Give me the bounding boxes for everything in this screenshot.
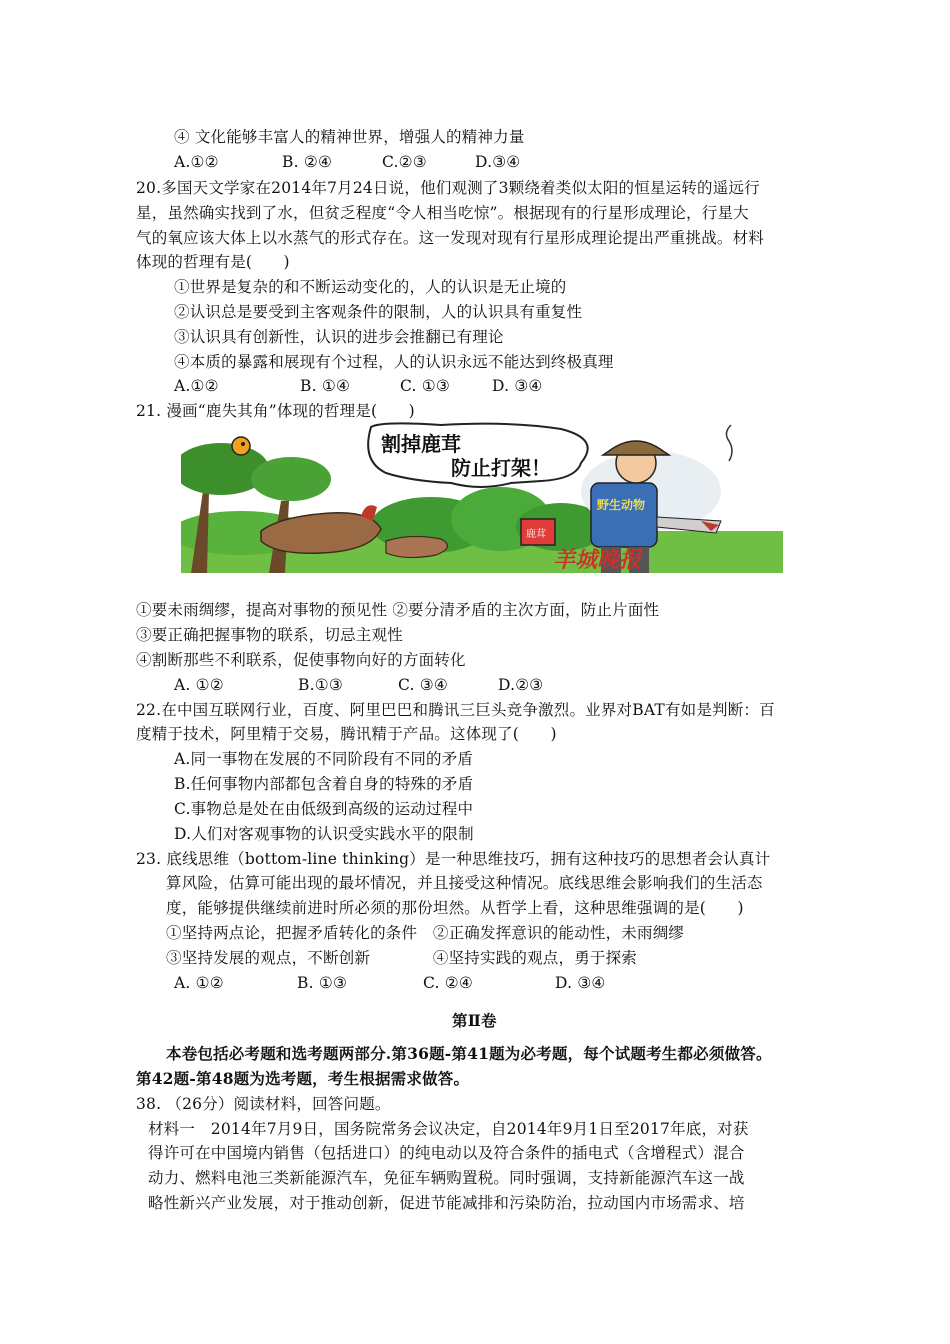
q22-option-d: D.人们对客观事物的认识受实践水平的限制 bbox=[174, 825, 474, 843]
q20-options bbox=[174, 376, 543, 396]
q20-item: ②认识总是要受到主客观条件的限制，人的认识具有重复性 bbox=[174, 303, 583, 321]
q21-item: ④割断那些不利联系，促使事物向好的方面转化 bbox=[136, 651, 466, 669]
q21-stem: 21. 漫画“鹿失其角”体现的哲理是( ) bbox=[136, 402, 415, 420]
q21-item: ③要正确把握事物的联系，切忌主观性 bbox=[136, 626, 403, 644]
q38-material-line: 材料一 2014年7月9日，国务院常务会议决定，自2014年9月1日至2017年底，对获 bbox=[148, 1120, 749, 1138]
cartoon-bubble-line2: 防止打架！ bbox=[451, 456, 551, 480]
q23-options bbox=[174, 973, 606, 993]
cartoon-shirt-text: 野生动物 bbox=[597, 498, 646, 512]
q20-option-d: D. ③④ bbox=[492, 377, 543, 395]
q23-option-d: D. ③④ bbox=[555, 974, 606, 992]
q23-stem-line: 算风险，估算可能出现的最坏情况，并且接受这种情况。底线思维会影响我们的生活态 bbox=[166, 874, 763, 892]
q20-option-a: A.①② bbox=[174, 377, 219, 395]
q23-stem-line: 度，能够提供继续前进时所必须的那份坦然。从哲学上看，这种思维强调的是( ) bbox=[166, 899, 744, 917]
q23-item: ①坚持两点论，把握矛盾转化的条件 ②正确发挥意识的能动性，未雨绸缪 bbox=[166, 924, 685, 942]
q19-option-a: A.①② bbox=[174, 153, 219, 171]
q20-stem-line: 体现的哲理有是( ) bbox=[136, 253, 290, 271]
q20-item: ①世界是复杂的和不断运动变化的，人的认识是无止境的 bbox=[174, 278, 567, 296]
q21-option-a: A. ①② bbox=[174, 676, 224, 694]
q21-item: ①要未雨绸缪，提高对事物的预见性 ②要分清矛盾的主次方面，防止片面性 bbox=[136, 601, 660, 619]
q22-stem-line: 度精于技术，阿里精于交易，腾讯精于产品。这体现了( ) bbox=[136, 725, 557, 743]
q19-option-d: D.③④ bbox=[475, 153, 521, 171]
cartoon-watermark: 羊城晚报 bbox=[553, 547, 642, 573]
q38-material-line: 得许可在中国境内销售（包括进口）的纯电动以及符合条件的插电式（含增程式）混合 bbox=[148, 1144, 745, 1162]
part2-note-line1: 本卷包括必考题和选考题两部分.第36题-第41题为必考题，每个试题考生都必须做答。 bbox=[166, 1044, 772, 1063]
q21-option-d: D.②③ bbox=[498, 676, 544, 694]
part2-title: 第Ⅱ卷 bbox=[452, 1011, 497, 1030]
q19-item-4: ④ 文化能够丰富人的精神世界，增强人的精神力量 bbox=[174, 128, 525, 146]
q19-option-c: C.②③ bbox=[382, 153, 427, 171]
q21-option-c: C. ③④ bbox=[398, 676, 448, 694]
cartoon-bubble-line1: 割掉鹿茸 bbox=[381, 432, 461, 456]
q20-option-c: C. ①③ bbox=[400, 377, 450, 395]
q21-option-b: B.①③ bbox=[298, 676, 343, 694]
q20-item: ③认识具有创新性，认识的进步会推翻已有理论 bbox=[174, 328, 504, 346]
q23-item: ③坚持发展的观点，不断创新 ④坚持实践的观点，勇于探索 bbox=[166, 949, 638, 967]
part2-note-line2: 第42题-第48题为选考题，考生根据需求做答。 bbox=[136, 1069, 470, 1088]
q20-item: ④本质的暴露和展现有个过程，人的认识永远不能达到终极真理 bbox=[174, 353, 614, 371]
q20-stem-line: 气的氧应该大体上以水蒸气的形式存在。这一发现对现有行星形成理论提出严重挑战。材料 bbox=[136, 229, 765, 247]
cartoon-bag-text: 鹿茸 bbox=[526, 529, 546, 540]
q38-material-line: 略性新兴产业发展，对于推动创新，促进节能减排和污染防治，拉动国内市场需求、培 bbox=[148, 1194, 745, 1212]
q20-stem-line: 20.多国天文学家在2014年7月24日说，他们观测了3颗绕着类似太阳的恒星运转的遥远行 bbox=[136, 179, 760, 197]
q20-stem-line: 星，虽然确实找到了水，但贫乏程度“令人相当吃惊”。根据现有的行星形成理论，行星大 bbox=[136, 204, 749, 222]
q20-option-b: B. ①④ bbox=[300, 377, 351, 395]
q38-material-line: 动力、燃料电池三类新能源汽车，免征车辆购置税。同时强调，支持新能源汽车这一战 bbox=[148, 1169, 745, 1187]
q22-option-c: C.事物总是处在由低级到高级的运动过程中 bbox=[174, 800, 474, 818]
q23-option-a: A. ①② bbox=[174, 974, 224, 992]
q22-option-b: B.任何事物内部都包含着自身的特殊的矛盾 bbox=[174, 775, 474, 793]
cartoon-deer-losing-antlers bbox=[181, 421, 783, 573]
q23-option-c: C. ②④ bbox=[423, 974, 473, 992]
q22-stem-line: 22.在中国互联网行业，百度、阿里巴巴和腾讯三巨头竞争激烈。业界对BAT有如是判断：百 bbox=[136, 701, 775, 719]
q21-options bbox=[174, 675, 543, 695]
q19-options bbox=[174, 152, 520, 172]
q22-option-a: A.同一事物在发展的不同阶段有不同的矛盾 bbox=[174, 750, 474, 768]
q38-stem: 38. （26分）阅读材料，回答问题。 bbox=[136, 1095, 391, 1113]
q19-option-b: B. ②④ bbox=[282, 153, 333, 171]
q23-option-b: B. ①③ bbox=[297, 974, 348, 992]
q23-stem-line: 23. 底线思维（bottom-line thinking）是一种思维技巧，拥有这种技巧的思想者会认真计 bbox=[136, 850, 771, 868]
